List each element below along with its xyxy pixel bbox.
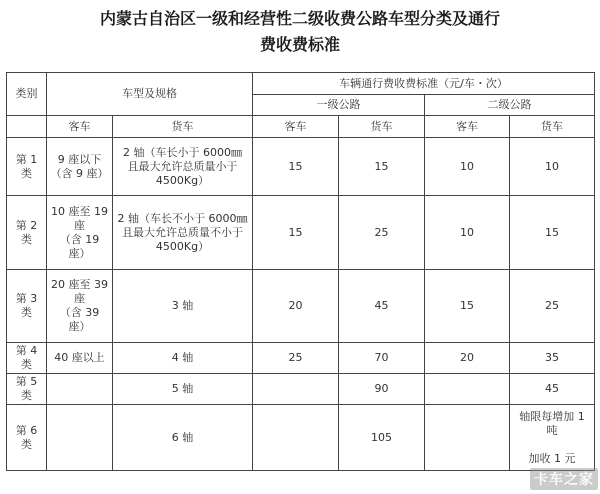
row-c1-truck: 70 xyxy=(339,343,425,374)
header-blank xyxy=(7,116,47,138)
row-category: 第 4 类 xyxy=(7,343,47,374)
row-c1-passenger xyxy=(253,374,339,405)
row-c1-passenger: 25 xyxy=(253,343,339,374)
table-row xyxy=(7,374,595,405)
row-truck-spec: 5 轴 xyxy=(113,374,253,405)
c2-truck-extra: 加收 1 元 xyxy=(528,451,576,465)
row-c1-truck: 45 xyxy=(339,270,425,343)
header-c1-passenger: 客车 xyxy=(253,116,339,138)
header-row-1 xyxy=(7,73,595,95)
row-truck-spec: 6 轴 xyxy=(113,405,253,471)
passenger-spec-text: 20 座至 39 座 xyxy=(51,278,108,305)
fee-table xyxy=(6,72,595,471)
row-truck-spec: 3 轴 xyxy=(113,270,253,343)
table-row xyxy=(7,196,595,270)
row-passenger-spec xyxy=(47,270,113,343)
header-class2-road: 二级公路 xyxy=(425,95,595,116)
row-c2-truck: 10 xyxy=(510,138,595,196)
row-truck-spec: 2 轴（车长小于 6000㎜ 且最大允许总质量小于 4500Kg） xyxy=(113,138,253,196)
header-c1-truck: 货车 xyxy=(339,116,425,138)
c2-truck-note: 轴限每增加 1 吨 xyxy=(519,409,585,437)
row-passenger-spec xyxy=(47,374,113,405)
title-line-2: 费收费标准 xyxy=(259,35,340,54)
row-c2-truck: 25 xyxy=(510,270,595,343)
table-row xyxy=(7,138,595,196)
header-fee-standard: 车辆通行费收费标准（元/车・次） xyxy=(253,73,595,95)
header-class1-road: 一级公路 xyxy=(253,95,425,116)
row-c1-passenger: 15 xyxy=(253,138,339,196)
row-category: 第 5 类 xyxy=(7,374,47,405)
document-title xyxy=(0,6,600,58)
row-c2-passenger xyxy=(425,374,510,405)
table-row xyxy=(7,343,595,374)
row-c2-truck xyxy=(510,405,595,471)
passenger-spec-text: 9 座以下 xyxy=(57,152,102,166)
row-passenger-spec xyxy=(47,196,113,270)
row-c2-passenger: 10 xyxy=(425,138,510,196)
row-category: 第 1 类 xyxy=(7,138,47,196)
passenger-spec-note: （含 9 座） xyxy=(50,166,109,180)
row-c1-truck: 105 xyxy=(339,405,425,471)
header-row-3 xyxy=(7,116,595,138)
row-c2-passenger: 10 xyxy=(425,196,510,270)
passenger-spec-note: （含 19 座） xyxy=(59,232,100,260)
row-c2-truck: 45 xyxy=(510,374,595,405)
passenger-spec-note: （含 39 座） xyxy=(59,306,100,333)
title-line-1: 内蒙古自治区一级和经营性二级收费公路车型分类及通行 xyxy=(99,9,500,28)
row-c2-passenger xyxy=(425,405,510,471)
row-truck-spec: 2 轴（车长不小于 6000㎜ 且最大允许总质量不小于 4500Kg） xyxy=(113,196,253,270)
row-c2-truck: 15 xyxy=(510,196,595,270)
row-c1-truck: 25 xyxy=(339,196,425,270)
table-row xyxy=(7,405,595,471)
table-row xyxy=(7,270,595,343)
row-c2-truck: 35 xyxy=(510,343,595,374)
header-c2-truck: 货车 xyxy=(510,116,595,138)
passenger-spec-text: 10 座至 19 座 xyxy=(51,204,108,232)
row-passenger-spec xyxy=(47,405,113,471)
row-c2-passenger: 20 xyxy=(425,343,510,374)
header-c2-passenger: 客车 xyxy=(425,116,510,138)
header-category: 类别 xyxy=(7,73,47,116)
row-c1-passenger: 15 xyxy=(253,196,339,270)
row-passenger-spec: 40 座以上 xyxy=(47,343,113,374)
row-c1-truck: 90 xyxy=(339,374,425,405)
header-vehicle-type-spec: 车型及规格 xyxy=(47,73,253,116)
row-c1-passenger xyxy=(253,405,339,471)
row-c1-truck: 15 xyxy=(339,138,425,196)
row-category: 第 2 类 xyxy=(7,196,47,270)
watermark-logo: 卡车之家 xyxy=(530,468,598,490)
row-category: 第 6 类 xyxy=(7,405,47,471)
row-passenger-spec xyxy=(47,138,113,196)
row-category: 第 3 类 xyxy=(7,270,47,343)
row-c1-passenger: 20 xyxy=(253,270,339,343)
header-passenger: 客车 xyxy=(47,116,113,138)
row-truck-spec: 4 轴 xyxy=(113,343,253,374)
row-c2-passenger: 15 xyxy=(425,270,510,343)
header-truck: 货车 xyxy=(113,116,253,138)
